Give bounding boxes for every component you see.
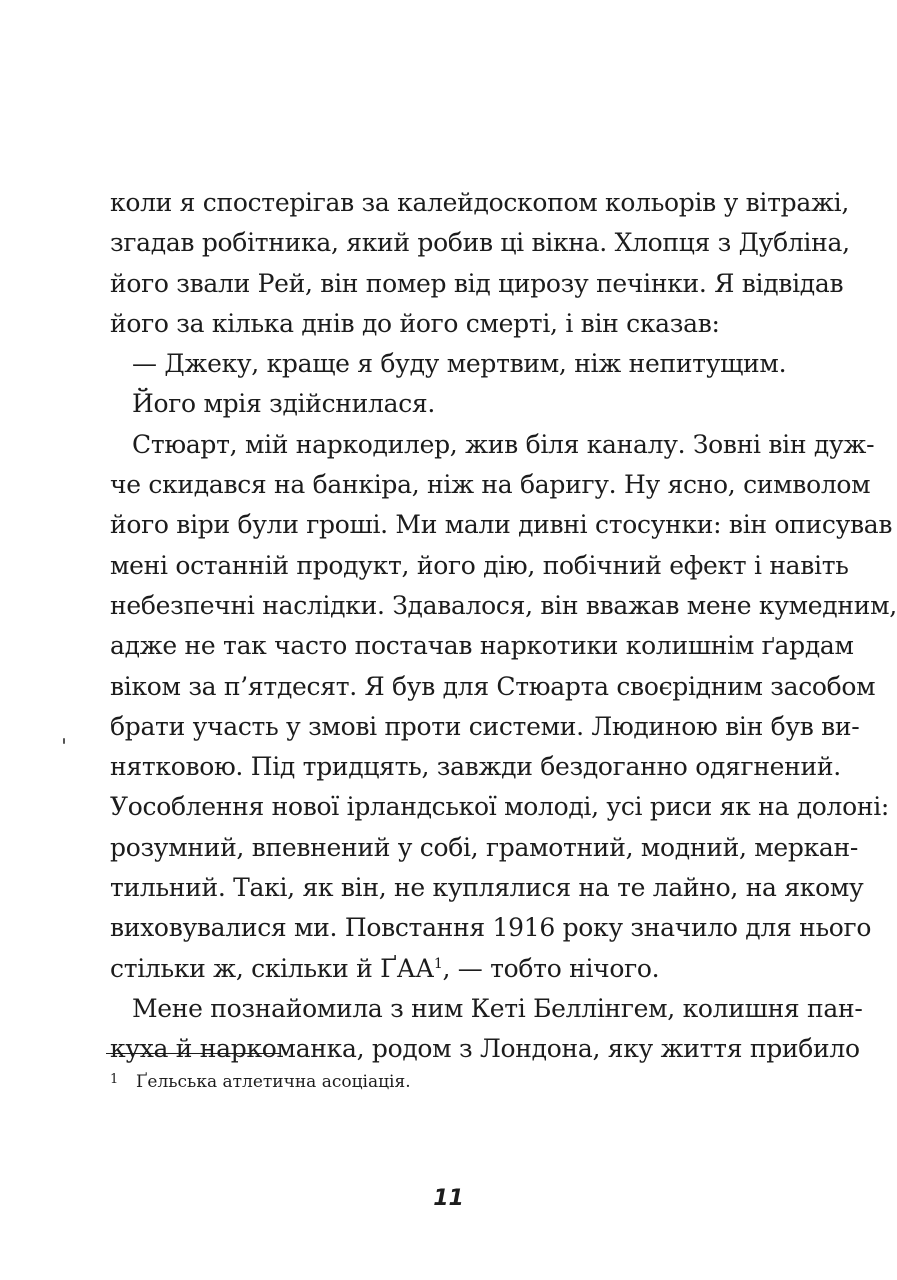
text-line: розумний, впевнений у собі, грамотний, модний, меркан- [110,832,859,862]
text-line: виховувалися ми. Повстання 1916 року значило для нього [110,913,872,943]
text-line: тильний. Такі, як він, не куплялися на те лайно, на якому [110,873,864,903]
text-line: коли я спостерігав за калейдоскопом кольорів у вітражі, [110,188,849,217]
text-line: Уособлення нової ірландської молоді, усі риси як на долоні: [110,792,890,822]
text-line: брати участь у змові проти системи. Людиною він був ви- [110,711,860,741]
footnote-marker: 1 [110,1072,119,1087]
text-line: згадав робітника, який робив ці вікна. Хлопця з Дубліна, [110,228,850,258]
page-number: 11 [433,1186,464,1211]
text-line: мені останній продукт, його дію, побічний ефект і навіть [110,550,849,580]
paragraph-start-line: Мене познайомила з ним Кеті Беллінгем, колишня пан- [132,993,863,1023]
footnote-reference[interactable]: 1 [433,955,443,972]
text-line: віком за п’ятдесят. Я був для Стюарта своєрідним засобом [110,671,876,701]
text-line: че скидався на банкіра, ніж на баригу. Ну ясно, символом [110,470,871,500]
text-line-with-footnote [110,949,770,989]
text-line: небезпечні наслідки. Здавалося, він вважав мене кумедним, [110,590,897,620]
text-line: його звали Рей, він помер від цирозу печінки. Я відвідав [110,268,844,298]
text-fragment: , — тобто нічого. [442,953,660,983]
footnote [110,1072,411,1092]
paragraph-start-line: Стюарт, мій наркодилер, жив біля каналу. Зовні він дуж- [132,429,875,459]
dialogue-line: — Джеку, краще я буду мертвим, ніж непитущим. [132,349,787,379]
text-line: його за кілька днів до його смерті, і він сказав: [110,308,720,338]
text-fragment: стільки ж, скільки й ҐАА [110,953,434,983]
text-line: його віри були гроші. Ми мали дивні стосунки: він описував [110,510,893,540]
text-line: куха й наркоманка, родом з Лондона, яку життя прибило [110,1034,860,1064]
scan-speck [63,738,65,744]
text-line: нятковою. Під тридцять, завжди бездоганно одягнений. [110,752,841,782]
footnote-divider [106,1053,280,1054]
body-text [110,183,897,1070]
footnote-text: Ґельська атлетична асоціація. [136,1072,411,1092]
text-line: адже не так часто постачав наркотики колишнім ґардам [110,631,854,661]
text-line: Його мрія здійснилася. [132,389,436,419]
